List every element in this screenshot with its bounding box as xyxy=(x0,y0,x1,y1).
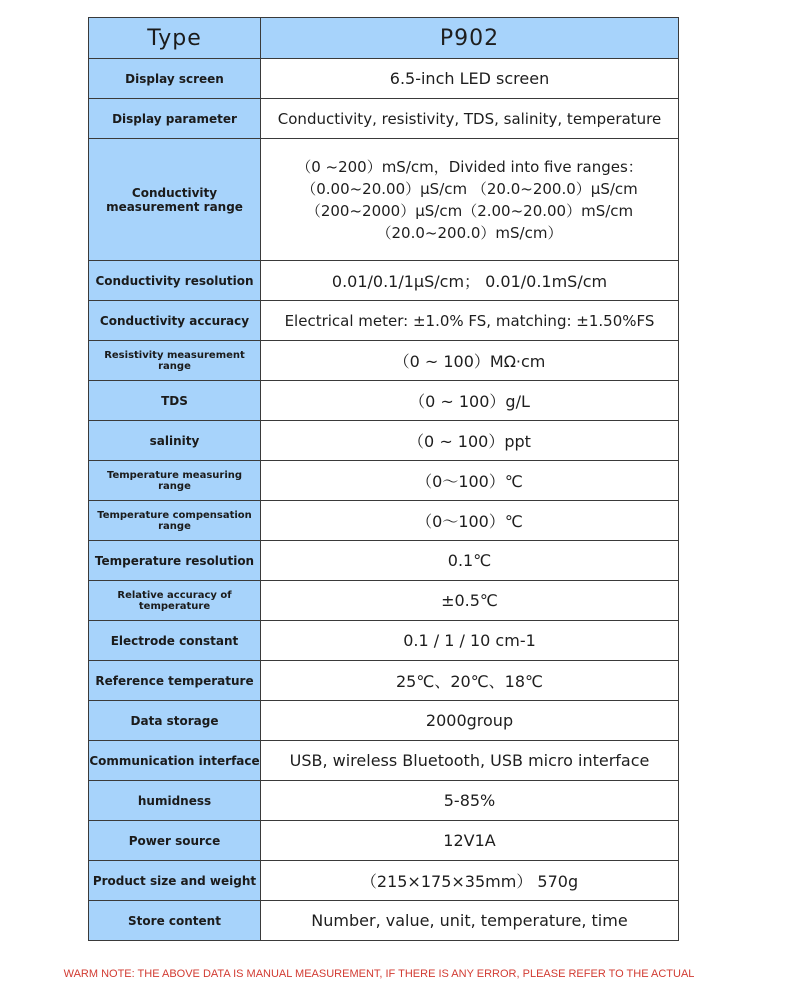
spec-row-temperature-compensation-range xyxy=(89,501,679,541)
spec-value xyxy=(261,139,679,261)
range-line: （200~2000）μS/cm（2.00~20.00）mS/cm xyxy=(305,201,634,220)
spec-label: salinity xyxy=(89,421,261,461)
spec-value: 0.1℃ xyxy=(261,541,679,581)
spec-label: Electrode constant xyxy=(89,621,261,661)
spec-table-body xyxy=(89,18,679,941)
spec-row-conductivity-accuracy xyxy=(89,301,679,341)
spec-row-display-parameter xyxy=(89,99,679,139)
spec-row-conductivity-resolution xyxy=(89,261,679,301)
spec-value: 6.5-inch LED screen xyxy=(261,59,679,99)
model-header: P902 xyxy=(261,18,679,59)
spec-label: Temperature measuring range xyxy=(89,461,261,501)
spec-label: Display screen xyxy=(89,59,261,99)
spec-label: Data storage xyxy=(89,701,261,741)
spec-value: Number, value, unit, temperature, time xyxy=(261,901,679,941)
spec-value: 5-85% xyxy=(261,781,679,821)
spec-row-resistivity-range xyxy=(89,341,679,381)
spec-label: Display parameter xyxy=(89,99,261,139)
spec-label: Power source xyxy=(89,821,261,861)
range-line: （0.00~20.00）μS/cm （20.0~200.0）μS/cm xyxy=(301,179,638,198)
spec-row-temperature-measuring-range xyxy=(89,461,679,501)
spec-label: Conductivity accuracy xyxy=(89,301,261,341)
spec-row-temperature-accuracy xyxy=(89,581,679,621)
spec-row-tds xyxy=(89,381,679,421)
spec-row-conductivity-range xyxy=(89,139,679,261)
spec-row-electrode-constant xyxy=(89,621,679,661)
spec-label: TDS xyxy=(89,381,261,421)
spec-value: Conductivity, resistivity, TDS, salinity, temperature xyxy=(261,99,679,139)
spec-value: （0～100）℃ xyxy=(261,461,679,501)
spec-row-power-source xyxy=(89,821,679,861)
range-line: （20.0~200.0）mS/cm） xyxy=(376,223,563,242)
spec-value: USB, wireless Bluetooth, USB micro interface xyxy=(261,741,679,781)
spec-value: 0.01/0.1/1μS/cm； 0.01/0.1mS/cm xyxy=(261,261,679,301)
spec-table xyxy=(88,17,679,941)
spec-row-display-screen xyxy=(89,59,679,99)
spec-value: Electrical meter: ±1.0% FS, matching: ±1.50%FS xyxy=(261,301,679,341)
spec-value: 2000group xyxy=(261,701,679,741)
spec-row-product-size-weight xyxy=(89,861,679,901)
spec-label: humidness xyxy=(89,781,261,821)
spec-label: Resistivity measurement range xyxy=(89,341,261,381)
spec-row-salinity xyxy=(89,421,679,461)
spec-label: Store content xyxy=(89,901,261,941)
spec-value: 12V1A xyxy=(261,821,679,861)
spec-value: （0 ~ 100）g/L xyxy=(261,381,679,421)
warm-note: WARM NOTE: THE ABOVE DATA IS MANUAL MEASUREMENT, IF THERE IS ANY ERROR, PLEASE REFER TO THE ACTUAL xyxy=(63,968,695,980)
spec-row-humidness xyxy=(89,781,679,821)
spec-label: Reference temperature xyxy=(89,661,261,701)
spec-value: ±0.5℃ xyxy=(261,581,679,621)
spec-value: （0 ~ 100）MΩ·cm xyxy=(261,341,679,381)
table-header-row xyxy=(89,18,679,59)
spec-value: （0 ~ 100）ppt xyxy=(261,421,679,461)
spec-label: Conductivity measurement range xyxy=(89,139,261,261)
spec-row-temperature-resolution xyxy=(89,541,679,581)
spec-row-data-storage xyxy=(89,701,679,741)
spec-label: Communication interface xyxy=(89,741,261,781)
spec-row-communication-interface xyxy=(89,741,679,781)
spec-label: Relative accuracy of temperature xyxy=(89,581,261,621)
spec-label: Product size and weight xyxy=(89,861,261,901)
spec-value: 0.1 / 1 / 10 cm-1 xyxy=(261,621,679,661)
spec-label: Temperature resolution xyxy=(89,541,261,581)
spec-value: （215×175×35mm） 570g xyxy=(261,861,679,901)
spec-row-reference-temperature xyxy=(89,661,679,701)
spec-value: （0～100）℃ xyxy=(261,501,679,541)
spec-value: 25℃、20℃、18℃ xyxy=(261,661,679,701)
range-line: （0 ~200）mS/cm，Divided into five ranges： xyxy=(296,157,643,176)
type-header: Type xyxy=(89,18,261,59)
spec-row-store-content xyxy=(89,901,679,941)
spec-label: Conductivity resolution xyxy=(89,261,261,301)
spec-label: Temperature compensation range xyxy=(89,501,261,541)
